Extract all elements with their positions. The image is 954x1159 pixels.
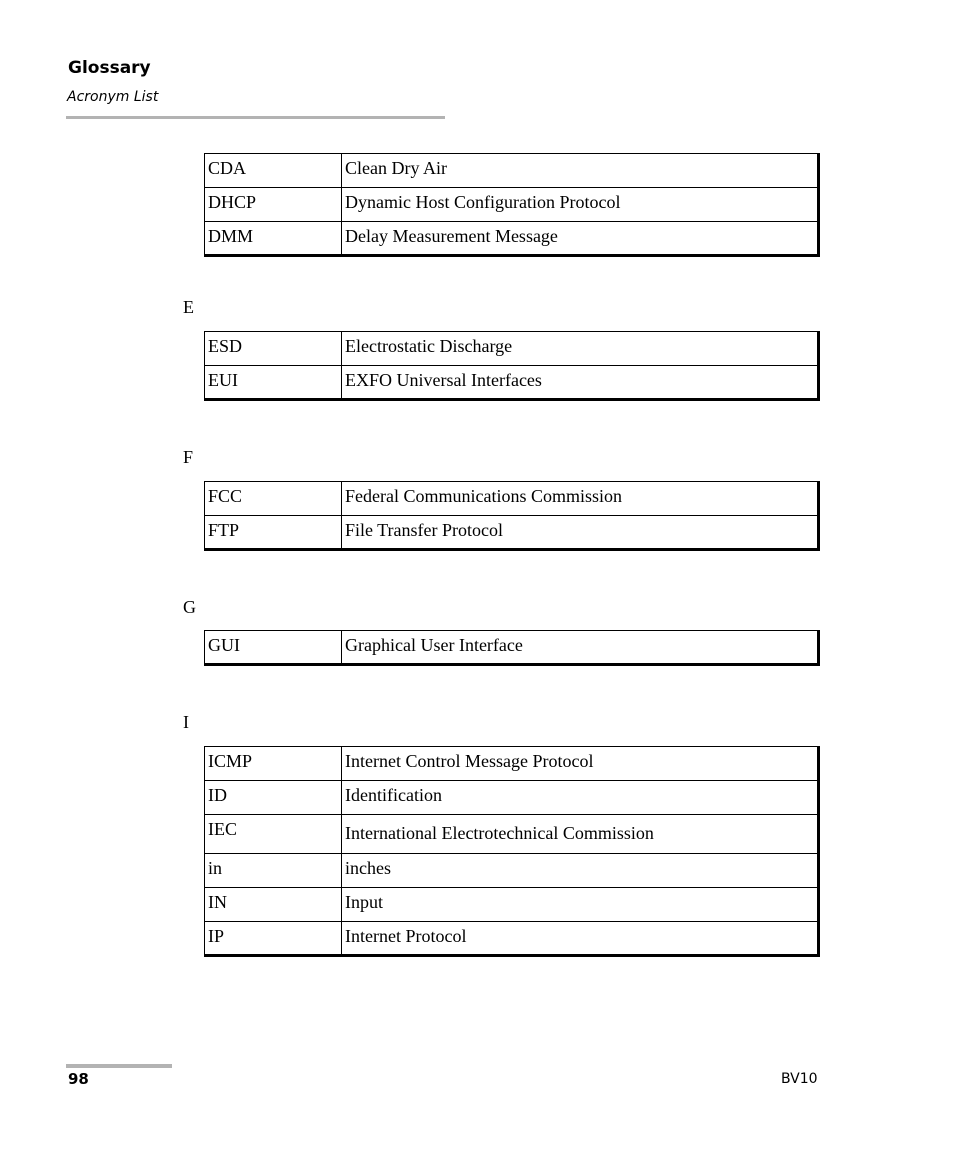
- acronym-table-e: [204, 331, 820, 401]
- acronym-table-d: [204, 153, 820, 257]
- definition-cell: Input: [342, 888, 819, 922]
- definition-cell: Delay Measurement Message: [342, 222, 819, 256]
- acronym-cell: ID: [205, 781, 342, 815]
- acronym-cell: DMM: [205, 222, 342, 256]
- definition-cell: Clean Dry Air: [342, 154, 819, 188]
- acronym-cell: CDA: [205, 154, 342, 188]
- acronym-cell: EUI: [205, 366, 342, 400]
- definition-cell: EXFO Universal Interfaces: [342, 366, 819, 400]
- acronym-cell: FCC: [205, 482, 342, 516]
- table-row: [205, 781, 819, 815]
- table-row: [205, 888, 819, 922]
- table-row: [205, 222, 819, 256]
- table-row: [205, 815, 819, 854]
- definition-cell: International Electrotechnical Commission: [342, 815, 819, 854]
- acronym-cell: IP: [205, 922, 342, 956]
- section-letter-g: G: [183, 597, 196, 617]
- acronym-cell: ESD: [205, 332, 342, 366]
- definition-cell: Graphical User Interface: [342, 631, 819, 665]
- section-subtitle: Acronym List: [67, 89, 159, 105]
- acronym-cell: FTP: [205, 516, 342, 550]
- table-row: [205, 188, 819, 222]
- definition-cell: File Transfer Protocol: [342, 516, 819, 550]
- definition-cell: inches: [342, 854, 819, 888]
- table-row: [205, 854, 819, 888]
- acronym-cell: ICMP: [205, 747, 342, 781]
- acronym-table-f: [204, 481, 820, 551]
- header-divider: [66, 116, 445, 119]
- definition-cell: Electrostatic Discharge: [342, 332, 819, 366]
- definition-cell: Dynamic Host Configuration Protocol: [342, 188, 819, 222]
- acronym-cell: GUI: [205, 631, 342, 665]
- table-row: [205, 154, 819, 188]
- chapter-title: Glossary: [68, 58, 151, 78]
- section-letter-i: I: [183, 712, 189, 732]
- section-letter-e: E: [183, 297, 194, 317]
- table-row: [205, 516, 819, 550]
- acronym-cell: DHCP: [205, 188, 342, 222]
- acronym-cell: IN: [205, 888, 342, 922]
- table-row: [205, 747, 819, 781]
- table-row: [205, 922, 819, 956]
- table-row: [205, 482, 819, 516]
- acronym-table-i: [204, 746, 820, 957]
- acronym-cell: IEC: [205, 815, 342, 854]
- acronym-cell: in: [205, 854, 342, 888]
- page-number: 98: [68, 1070, 89, 1088]
- acronym-table-g: [204, 630, 820, 666]
- definition-cell: Internet Protocol: [342, 922, 819, 956]
- table-row: [205, 631, 819, 665]
- footer-divider: [66, 1064, 172, 1068]
- table-row: [205, 332, 819, 366]
- definition-cell: Internet Control Message Protocol: [342, 747, 819, 781]
- table-row: [205, 366, 819, 400]
- section-letter-f: F: [183, 447, 194, 467]
- definition-cell: Federal Communications Commission: [342, 482, 819, 516]
- document-id: BV10: [781, 1071, 818, 1087]
- definition-cell: Identification: [342, 781, 819, 815]
